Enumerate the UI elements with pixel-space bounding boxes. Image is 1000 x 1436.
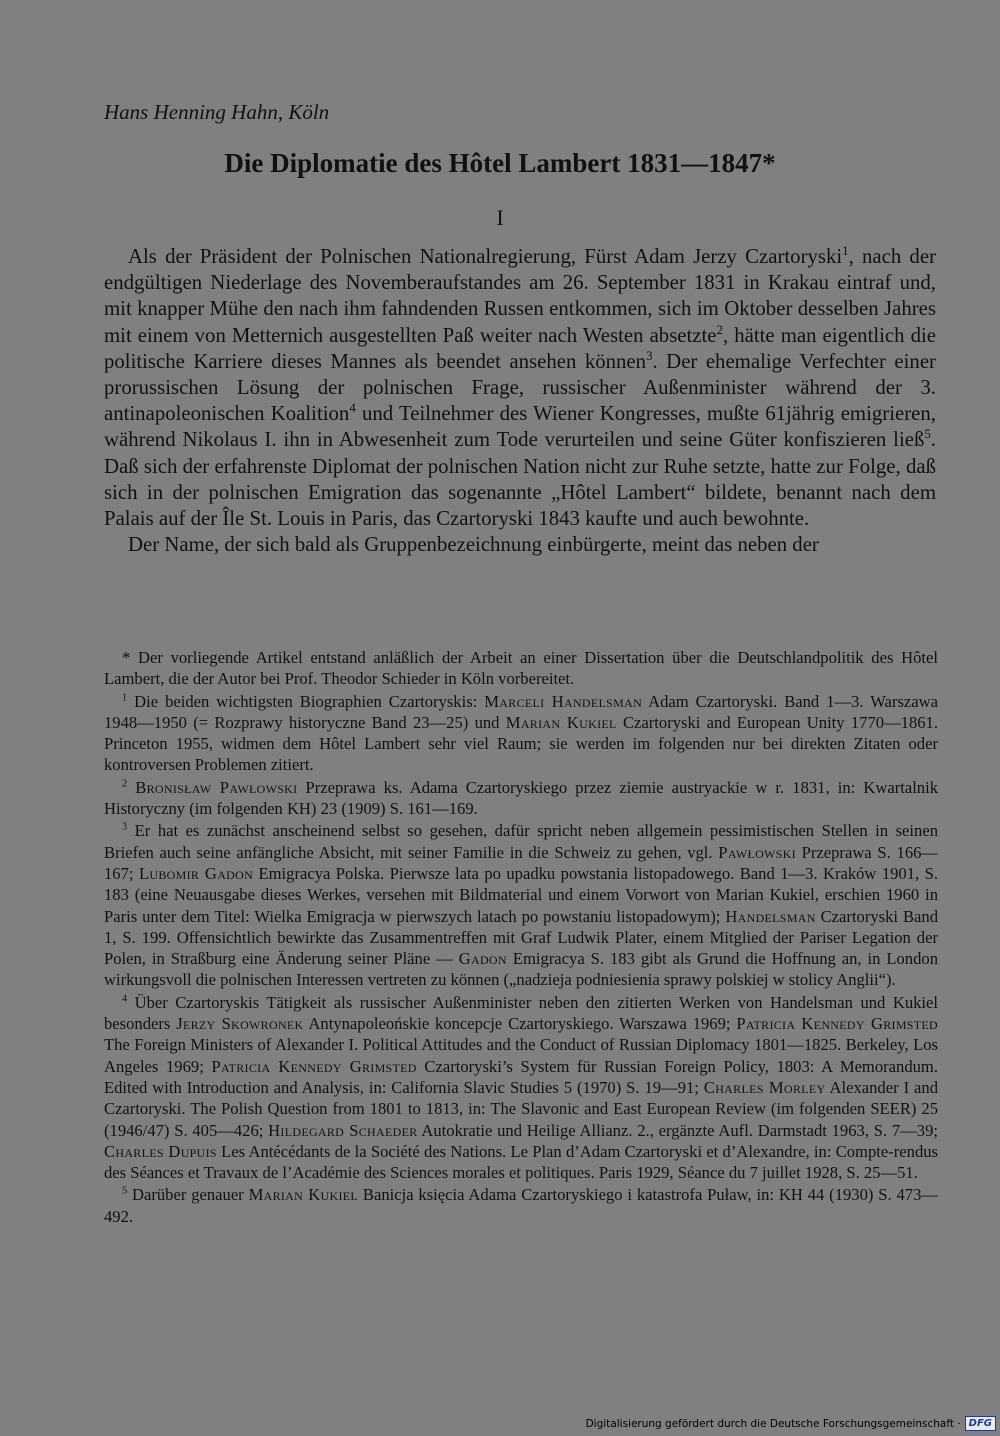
footnote-2: $^2$ Bronisław Pawłowski Przeprawa ks. Adama Czartoryskiego przez ziemie austryackie w r. 1831, in: Kwartalnik Historyczny (im folgenden KH) 23 (1909) S. 161—169. (104, 777, 939, 819)
section-number: I (496, 205, 504, 230)
digitization-footer (586, 1416, 996, 1431)
footnotes (104, 647, 938, 1227)
footer-credit: Digitalisierung gefördert durch die Deutsche Forschungsgemeinschaft · (585, 1417, 961, 1430)
paragraph-2: Der Name, der sich bald als Gruppenbezeichnung einbürgerte, meint das neben der (128, 533, 819, 557)
footnote-ref-4: 4 (349, 401, 356, 416)
footnote-ref-1: 1 (842, 244, 849, 259)
footnote-ref-5: 5 (924, 427, 931, 442)
dfg-logo-icon: DFG (965, 1416, 996, 1431)
footnote-star: * Der vorliegende Artikel entstand anläßlich der Arbeit an einer Dissertation über die Deutschlandpolitik des Hôtel Lambert, die der Autor bei Prof. Theodor Schieder in Köln vorbereitet. (104, 648, 938, 689)
footnote-3: $^3$ Er hat es zunächst anscheinend selbst so gesehen, dafür spricht neben allgemein pessimistischen Stellen in seinen Briefen auch seine anfängliche Absicht, mit seiner Familie in die Schweiz zu gehen, vgl. Pawłowski Przeprawa S. 166—167; Lubomir Gadon Emigracya Polska. Pierwsze lata po upadku powstania listopadowego. Band 1—3. Kraków 1901, S. 183 (eine Neuausgabe dieses Werkes, versehen mit Bildmaterial und einem Vorwort von Marian Kukiel, erschien 1960 in Paris unter dem Titel: Wielka Emigracja w pierwszych latach po powstaniu listopadowym); Handelsman Czartoryski Band 1, S. 199. Offensichtlich bewirkte das Zusammentreffen mit Graf Ludwik Plater, einem Mitglied der Pariser Legation der Polen, in Straßburg eine Änderung seiner Pläne — Gadon Emigracya S. 183 gibt als Grund die Hoffnung an, in London wirkungsvoll die polnischen Interessen vertreten zu können („nadzieja podniesienia sprawy polskiej w stolicy Anglii“). (104, 821, 939, 990)
article-title: Die Diplomatie des Hôtel Lambert 1831—1847* (224, 148, 776, 178)
author-line: Hans Henning Hahn, Köln (104, 100, 330, 124)
paragraph-1: Als der Präsident der Polnischen Nationalregierung, Fürst Adam Jerzy Czartoryski$^1$, nach der endgültigen Niederlage des Novemberaufstandes am 26. September 1831 in Krakau eintraf und, mit knapper Mühe den nach ihm fahndenden Russen entkommen, sich im Oktober desselben Jahres mit einem von Metternich ausgestellten Paß weiter nach Westen absetzte$^2$, hätte man eigentlich die politische Karriere dieses Mannes als beendet ansehen können$^3$. Der ehemalige Verfechter einer prorussischen Lösung der polnischen Frage, russischer Außenminister während der 3. antinapoleonischen Koalition$^4$ und Teilnehmer des Wiener Kongresses, mußte 61jährig emigrieren, während Nikolaus I. ihn in Abwesenheit zum Tode verurteilen und seine Güter konfiszieren ließ$^5$. Daß sich der erfahrenste Diplomat der polnischen Nation nicht zur Ruhe setzte, hatte zur Folge, daß sich in der polnischen Emigration das sogenannte „Hôtel Lambert“ bildete, benannt nach dem Palais auf der Île St. Louis in Paris, das Czartoryski 1843 kaufte und auch bewohnte. (104, 244, 937, 531)
footnote-5: $^5$ Darüber genauer Marian Kukiel Banicja księcia Adama Czartoryskiego i katastrofa Puław, in: KH 44 (1930) S. 473—492. (104, 1185, 938, 1226)
body-text (104, 244, 936, 558)
footnote-1: $^1$ Die beiden wichtigsten Biographien Czartoryskis: Marceli Handelsman Adam Czartoryski. Band 1—3. Warszawa 1948—1950 (= Rozprawy historyczne Band 23—25) und Marian Kukiel Czartoryski and European Unity 1770—1861. Princeton 1955, widmen dem Hôtel Lambert sehr viel Raum; sie werden im folgenden nur bei direkten Zitaten oder kontroversen Problemen zitiert. (104, 691, 938, 775)
footnote-ref-3: 3 (646, 348, 653, 363)
footnote-ref-2: 2 (716, 322, 723, 337)
footnote-4: $^4$ Über Czartoryskis Tätigkeit als russischer Außenminister neben den zitierten Werken von Handelsman und Kukiel besonders Jerzy Skowronek Antynapoleońskie koncepcje Czartoryskiego. Warszawa 1969; Patricia Kennedy Grimsted The Foreign Ministers of Alexander I. Political Attitudes and the Conduct of Russian Diplomacy 1801—1825. Berkeley, Los Angeles 1969; Patricia Kennedy Grimsted Czartoryski’s System für Russian Foreign Policy, 1803: A Memorandum. Edited with Introduction and Analysis, in: California Slavic Studies 5 (1970) S. 19—91; Charles Morley Alexander I and Czartoryski. The Polish Question from 1801 to 1813, in: The Slavonic and East European Review (im folgenden SEER) 25 (1946/47) S. 405—426; Hildegard Schaeder Autokratie und Heilige Allianz. 2., ergänzte Aufl. Darmstadt 1963, S. 7—39; Charles Dupuis Les Antécédants de la Société des Nations. Le Plan d’Adam Czartoryski et d’Alexandre, in: Compte-rendus des Séances et Travaux de l’Académie des Sciences morales et politiques. Paris 1929, Séance du 7 juillet 1928, S. 25—51. (104, 992, 939, 1183)
